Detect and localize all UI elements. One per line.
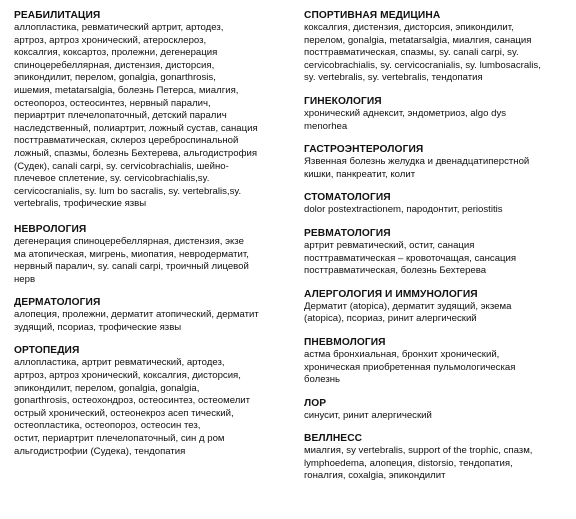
text-line: menorhea xyxy=(304,120,348,132)
text-line: хроническая приобретенная пульмологическая xyxy=(304,361,516,373)
text-line: посттравматическая, склероз цереброспинальной xyxy=(14,135,239,147)
text-line: зудящий, псориаз, трофические язвы xyxy=(14,321,182,333)
section-title: СПОРТИВНАЯ МЕДИЦИНА xyxy=(304,10,441,21)
section-text xyxy=(304,349,566,387)
section-7 xyxy=(304,191,566,217)
text-line: дегенерация спиноцеребеллярная, дистензия, экзе xyxy=(14,235,244,247)
text-line: артроз, артроз хронический, атеросклероз, xyxy=(14,34,207,46)
text-line: альгодистрофии (Судека), тендопатия xyxy=(14,445,186,457)
section-title: ОРТОПЕДИЯ xyxy=(14,345,80,357)
text-line: (Судек), canali carpi, sy. cervicobrachialis, шейно- xyxy=(14,160,229,172)
section-1 xyxy=(14,223,290,286)
text-line: наследственный, полиартрит, ложный сустав, санация xyxy=(14,122,258,134)
section-3 xyxy=(14,344,290,458)
section-text xyxy=(14,22,290,211)
section-title: ДЕРМАТОЛОГИЯ xyxy=(14,297,101,309)
text-line: остеопороз, остеосинтез, нервный паралич, xyxy=(14,97,211,109)
text-line: аллопластика, артрит ревматический, артодез, xyxy=(14,357,225,369)
text-line: астма бронхиальная, бронхит хронический, xyxy=(304,348,500,360)
text-line: гоналгия, coxalgia, эпикондилит xyxy=(304,470,446,482)
section-text xyxy=(14,236,290,286)
text-line: vertebralis, трофические язвы xyxy=(14,198,147,210)
section-6 xyxy=(304,143,566,181)
text-line: артроз, артроз хронический, коксалгия, дисторсия, xyxy=(14,370,241,382)
text-line: ложный, спазмы, болезнь Бехтерева, альгодистрофия xyxy=(14,147,258,159)
section-text xyxy=(14,357,290,458)
text-line: плечевое сплетение, sy. cervicobrachialis,sy. xyxy=(14,173,210,185)
section-text xyxy=(304,156,566,181)
section-title: РЕВМАТОЛОГИЯ xyxy=(304,227,391,239)
text-line: коксалгия, коксартоз, пролежни, дегенерация xyxy=(14,47,218,59)
section-text xyxy=(304,240,566,278)
text-line: болезнь xyxy=(304,374,341,386)
section-11 xyxy=(304,397,566,423)
section-12 xyxy=(304,432,566,483)
section-2 xyxy=(14,296,290,334)
text-line: коксалгия, дистензия, дисторсия, эпикондилит, xyxy=(304,22,514,33)
text-line: Дерматит (atopica), дерматит зудящий, экзема xyxy=(304,300,512,312)
text-line: эпикондилит, перелом, gonalgia, gonarthrosis, xyxy=(14,72,216,84)
text-line: нервный паралич, sy. canali carpi, троичный лицевой xyxy=(14,261,249,273)
text-line: нерв xyxy=(14,273,36,285)
section-text xyxy=(304,445,566,483)
text-line: синусит, ринит алергический xyxy=(304,409,432,421)
section-5 xyxy=(304,95,566,133)
text-line: ма атопическая, мигрень, миопатия, невродерматит, xyxy=(14,248,249,260)
section-title: ПНЕВМОЛОГИЯ xyxy=(304,336,386,348)
text-line: остеопластика, остеопороз, остеосин тез, xyxy=(14,420,201,432)
section-4 xyxy=(304,9,566,85)
text-line: cervicocranialis, sy. lum bo sacralis, sy. vertebralis,sy. xyxy=(14,185,242,197)
text-line: lymphoedema, алопеция, distorsio, тендопатия, xyxy=(304,457,513,469)
section-text xyxy=(14,309,290,334)
section-8 xyxy=(304,227,566,278)
text-line: алопеция, пролежни, дерматит атопический, дерматит xyxy=(14,309,259,321)
section-title: РЕАБИЛИТАЦИЯ xyxy=(14,10,101,21)
section-text xyxy=(304,301,566,326)
text-line: посттравматическая, болезнь Бехтерева xyxy=(304,265,487,277)
section-9 xyxy=(304,288,566,326)
text-line: миалгия, sy vertebralis, support of the trophic, спазм, xyxy=(304,445,533,457)
section-title: ГИНЕКОЛОГИЯ xyxy=(304,95,382,107)
section-title: ГАСТРОЭНТЕРОЛОГИЯ xyxy=(304,144,424,156)
text-line: sy. vertebralis, sy. vertebralis, тендопатия xyxy=(304,72,483,84)
text-line: dolor postextractionem, пародонтит, periostitis xyxy=(304,204,503,216)
text-line: артрит ревматический, остит, санация xyxy=(304,239,475,251)
section-text xyxy=(304,204,566,217)
text-line: периартрит плечелопаточный, детский паралич xyxy=(14,110,227,122)
left-column xyxy=(14,9,290,468)
section-title: НЕВРОЛОГИЯ xyxy=(14,223,87,235)
text-line: посттравматическая – кровоточащая, сансация xyxy=(304,252,517,264)
section-text xyxy=(304,410,566,423)
text-line: cervicobrachialis, sy. cervicocranialis, sy. lumbosacralis, xyxy=(304,59,541,71)
text-line: кишки, панкреатит, колит xyxy=(304,168,416,180)
section-10 xyxy=(304,336,566,387)
text-line: (atopica), псориаз, ринит алергический xyxy=(304,313,477,325)
text-line: хронический аднексит, эндометриоз, algo dys xyxy=(304,107,507,119)
section-title: ЛОР xyxy=(304,397,327,409)
section-0 xyxy=(14,9,290,211)
text-line: ишемия, metatarsalgia, болезнь Петерса, миалгия, xyxy=(14,84,239,96)
text-line: gonarthrosis, остеохондроз, остеосинтез, остеомелит xyxy=(14,395,251,407)
text-line: острый хронический, остеонекроз асеп тический, xyxy=(14,407,234,419)
text-line: аллопластика, ревматический артрит, артодез, xyxy=(14,22,224,33)
section-title: ВЕЛЛНЕСС xyxy=(304,433,363,445)
text-line: спиноцеребеллярная, дистензия, дисторсия, xyxy=(14,59,215,71)
text-line: Язвенная болезнь желудка и двенадцатиперстной xyxy=(304,156,530,168)
section-text xyxy=(304,22,566,85)
text-line: посттравматическая, спазмы, sy. canali carpi, sy. xyxy=(304,47,519,59)
text-line: эпикондилит, перелом, gonalgia, gonalgia, xyxy=(14,382,200,394)
section-title: СТОМАТОЛОГИЯ xyxy=(304,192,391,204)
section-title: АЛЕРГОЛОГИЯ И ИММУНОЛОГИЯ xyxy=(304,288,478,300)
text-line: остит, периартрит плечелопаточный, син д ром xyxy=(14,433,225,445)
right-column xyxy=(304,9,566,493)
text-line: перелом, gonalgia, metatarsalgia, миалгия, санация xyxy=(304,34,532,46)
section-text xyxy=(304,108,566,133)
